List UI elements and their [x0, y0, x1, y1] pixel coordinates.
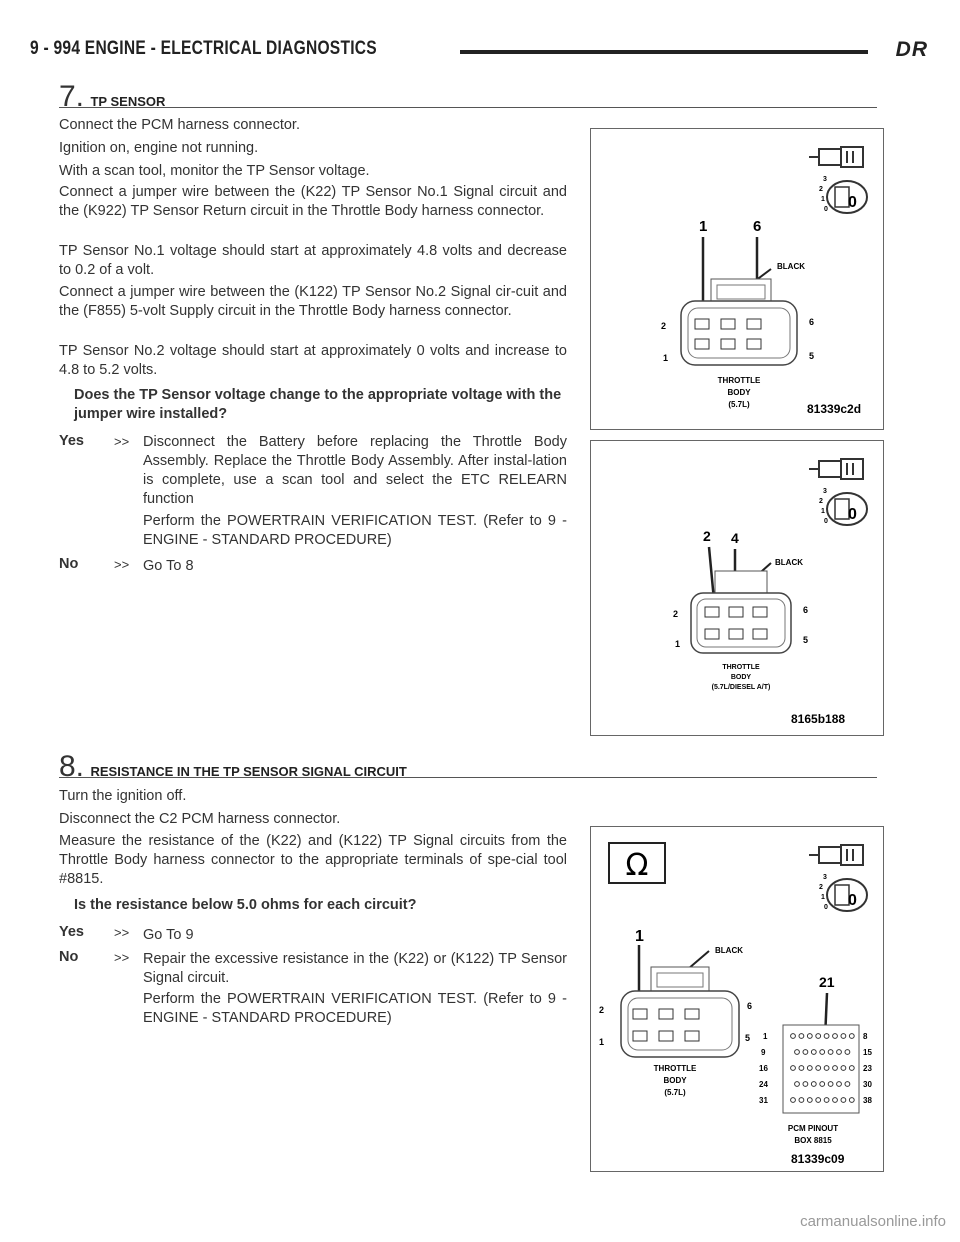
pin-label-1: 1 [699, 218, 708, 235]
figure-pcm-pinout [590, 826, 884, 1172]
harness-icon [809, 147, 863, 167]
pin-label-21: 21 [819, 974, 835, 990]
step8-yes-key: Yes [59, 924, 84, 940]
connector-6-pin [681, 279, 797, 365]
step7-yes-key: Yes [59, 433, 84, 449]
pcm-row-end-5: 38 [863, 1096, 872, 1105]
cavity-5: 5 [745, 1033, 751, 1043]
key-pos-2: 2 [819, 884, 823, 891]
page-header [30, 38, 930, 68]
pcm-row-end-1: 8 [863, 1032, 868, 1041]
pin-label-4: 4 [731, 530, 739, 546]
pcm-row-end-4: 30 [863, 1080, 872, 1089]
step8-no-key: No [59, 949, 79, 965]
pcm-pinout-connector [783, 1025, 859, 1113]
step8-question: Is the resistance below 5.0 ohms for each circuit? [74, 897, 417, 913]
ohmmeter-icon [609, 843, 665, 883]
cavity-1: 1 [599, 1037, 605, 1047]
pin-label-6: 6 [753, 218, 762, 235]
key-pos-0: 0 [824, 904, 828, 911]
key-pos-1: 1 [821, 894, 825, 901]
wire-color-label: BLACK [777, 262, 805, 271]
step-label: RESISTANCE IN THE TP SENSOR SIGNAL CIRCUIT [90, 764, 407, 779]
pcm-row-start-3: 16 [759, 1064, 768, 1073]
key-big-0: 0 [848, 892, 857, 909]
step7-para-5: TP Sensor No.1 voltage should start at approximately 4.8 volts and decrease to 0.2 of a volt. [59, 243, 567, 278]
wire-color-label: BLACK [775, 558, 803, 567]
pcm-row-end-3: 23 [863, 1064, 872, 1073]
step8-para-2: Disconnect the C2 PCM harness connector. [59, 811, 341, 827]
figure-code: 81339c09 [791, 1152, 845, 1166]
harness-icon [809, 459, 863, 479]
cavity-5: 5 [803, 635, 809, 645]
cavity-2: 2 [599, 1005, 605, 1015]
ignition-key-icon [819, 874, 867, 911]
cavity-2: 2 [661, 321, 667, 331]
key-pos-2: 2 [819, 498, 823, 505]
key-pos-3: 3 [823, 176, 827, 183]
step8-no-text: Repair the excessive resistance in the (K22) or (K122) TP Sensor Signal circuit. [143, 951, 567, 986]
key-pos-0: 0 [824, 206, 828, 213]
caption-line-3: (5.7L) [728, 400, 750, 409]
key-pos-3: 3 [823, 488, 827, 495]
key-big-0: 0 [848, 194, 857, 211]
cavity-1: 1 [663, 353, 669, 363]
step7-para-3: With a scan tool, monitor the TP Sensor voltage. [59, 163, 370, 179]
key-big-0: 0 [848, 506, 857, 523]
caption-line-3: (5.7L) [664, 1088, 686, 1097]
page-title: 9 - 994 ENGINE - ELECTRICAL DIAGNOSTICS [30, 38, 377, 59]
cavity-6: 6 [809, 317, 815, 327]
figure-throttle-body-5-7l [590, 128, 884, 430]
key-pos-1: 1 [821, 196, 825, 203]
step8-para-1: Turn the ignition off. [59, 788, 187, 804]
pin-label-1: 1 [635, 928, 644, 945]
step7-question: Does the TP Sensor voltage change to the appropriate voltage with the jumper wire installed? [74, 387, 562, 422]
pcm-caption-2: BOX 8815 [794, 1136, 832, 1145]
step7-no-arrow: >> [114, 557, 130, 572]
cavity-5: 5 [809, 351, 815, 361]
key-pos-3: 3 [823, 874, 827, 881]
caption-line-1: THROTTLE [653, 1064, 697, 1073]
cavity-2: 2 [673, 609, 679, 619]
step8-yes-text: Go To 9 [143, 927, 194, 943]
step7-yes-text: Disconnect the Battery before replacing the Throttle Body Assembly. Replace the Throttle Body Assembly. After instal-lation is complete, use a scan tool and select the ETC RELEARN function [143, 434, 567, 507]
pcm-row-start-1: 1 [763, 1032, 768, 1041]
pcm-row-start-2: 9 [761, 1048, 766, 1057]
figure-code: 81339c2d [807, 402, 862, 416]
caption-line-2: BODY [727, 388, 751, 397]
cavity-1: 1 [675, 639, 681, 649]
step-7-heading [59, 80, 877, 113]
key-pos-2: 2 [819, 186, 823, 193]
connector-6-pin [691, 571, 791, 653]
step7-no-text: Go To 8 [143, 558, 194, 574]
step8-no-text-2: Perform the POWERTRAIN VERIFICATION TEST. (Refer to 9 - ENGINE - STANDARD PROCEDURE) [143, 991, 567, 1026]
step7-para-1: Connect the PCM harness connector. [59, 117, 300, 133]
step7-para-7: TP Sensor No.2 voltage should start at approximately 0 volts and increase to 4.8 to 5.2 volts. [59, 343, 567, 378]
caption-line-1: THROTTLE [722, 664, 760, 671]
caption-line-1: THROTTLE [717, 376, 761, 385]
step-8-heading [59, 750, 877, 783]
step7-yes-arrow: >> [114, 434, 130, 449]
ohm-symbol: Ω [625, 848, 649, 883]
pcm-caption-1: PCM PINOUT [787, 1124, 839, 1133]
pcm-row-start-4: 24 [759, 1080, 768, 1089]
pcm-row-start-5: 31 [759, 1096, 768, 1105]
step7-para-4: Connect a jumper wire between the (K22) TP Sensor No.1 Signal circuit and the (K922) TP Sensor Return circuit in the Throttle Body harness connector. [59, 184, 567, 219]
step7-para-6: Connect a jumper wire between the (K122) TP Sensor No.2 Signal cir-cuit and the (F855) 5-volt Supply circuit in the Throttle Body harness connector. [59, 284, 567, 319]
figure-code: 8165b188 [791, 712, 846, 726]
pin-label-2: 2 [703, 528, 711, 544]
step8-para-3: Measure the resistance of the (K22) and (K122) TP Signal circuits from the Throttle Body harness connector to the appropriate terminals of spe-cial tool #8815. [59, 833, 567, 887]
caption-line-2: BODY [730, 674, 752, 681]
step8-no-arrow: >> [114, 950, 130, 965]
cavity-6: 6 [747, 1001, 753, 1011]
dr-logo: DR [895, 38, 928, 61]
step7-yes-text-2: Perform the POWERTRAIN VERIFICATION TEST. (Refer to 9 - ENGINE - STANDARD PROCEDURE) [143, 513, 567, 548]
caption-line-3: (5.7L/DIESEL A/T) [711, 684, 771, 691]
ignition-key-icon [819, 176, 867, 213]
figure-throttle-body-5-7l-diesel [590, 440, 884, 736]
pcm-row-end-2: 15 [863, 1048, 872, 1057]
key-pos-1: 1 [821, 508, 825, 515]
step-label: TP SENSOR [90, 94, 166, 109]
step8-yes-arrow: >> [114, 925, 130, 940]
step7-para-2: Ignition on, engine not running. [59, 140, 259, 156]
step-number: 7. [59, 80, 85, 113]
ignition-key-icon [819, 488, 867, 525]
step7-no-key: No [59, 556, 79, 572]
watermark: carmanualsonline.info [800, 1213, 946, 1230]
header-rule [460, 50, 868, 54]
step-number: 8. [59, 750, 85, 783]
cavity-6: 6 [803, 605, 809, 615]
wire-color-label: BLACK [715, 946, 743, 955]
caption-line-2: BODY [663, 1076, 687, 1085]
key-pos-0: 0 [824, 518, 828, 525]
harness-icon [809, 845, 863, 865]
